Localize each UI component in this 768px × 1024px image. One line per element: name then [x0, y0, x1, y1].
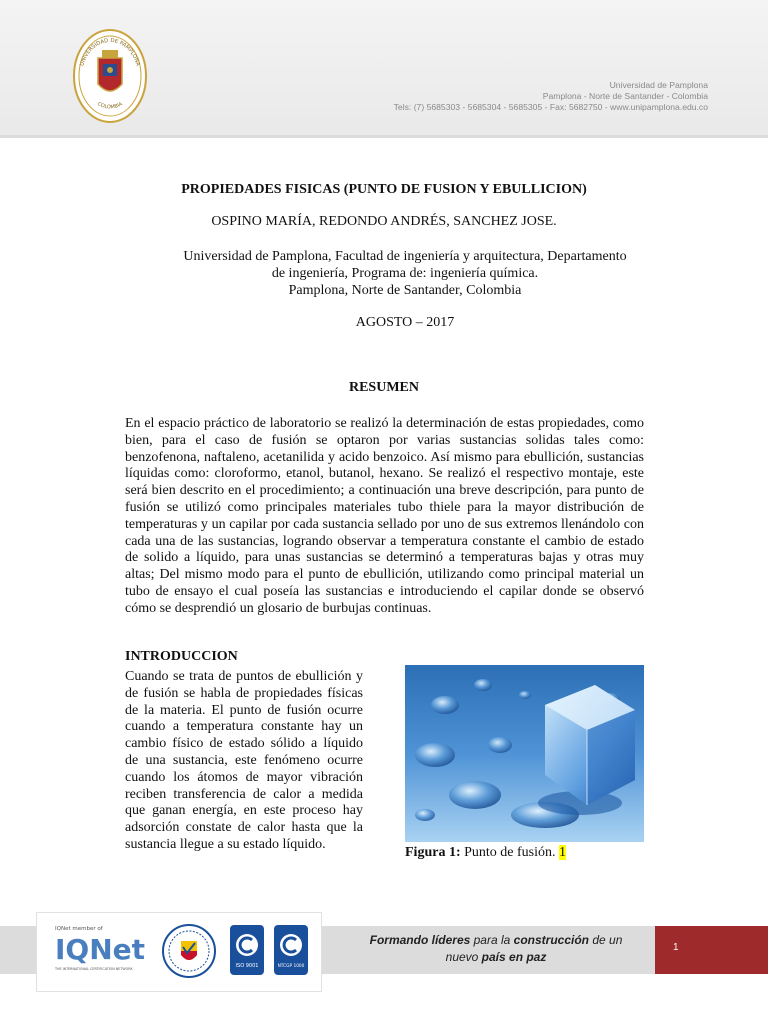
contact-line: Pamplona - Norte de Santander - Colombia [542, 91, 708, 101]
motto-part: construcción [513, 933, 590, 947]
contact-info [394, 80, 708, 113]
intro-paragraph: Cuando se trata de puntos de ebullición y de fusión se habla de propiedades físicas de la materia. El punto de fusión ocurre cuando a temperatura constante hay un cambio físico de estado sólido a líquido de una sustancia, este fenómeno ocurre cuando los átomos de mayor vibración reciben transferencia de calor a medida que ganan energía, en este proceso hay adsorción constate de calor hasta que la sustancia llegue a su estado líquido. [125, 669, 363, 852]
affiliation-line: Universidad de Pamplona, Facultad de ingeniería y arquitectura, Departamento [183, 249, 627, 264]
motto-part: nuevo [445, 950, 482, 964]
contact-line: Universidad de Pamplona [609, 80, 708, 90]
figure-caption [405, 845, 566, 861]
seal-text-top: UNIVERSIDAD DE PAMPLONA [79, 37, 141, 67]
contact-line: Tels: (7) 5685303 - 5685304 - 5685305 - Fax: 5682750 - www.unipamplona.edu.co [393, 102, 708, 112]
motto-part: Formando líderes [369, 933, 471, 947]
page-number-box [655, 926, 768, 974]
figure-caption-text: Punto de fusión. [460, 845, 559, 860]
iso-9001-label: ISO 9001 [235, 963, 259, 969]
seal-text-bottom: COLOMBIA [96, 101, 124, 111]
page-number: 1 [673, 942, 679, 953]
document-title: PROPIEDADES FISICAS (PUNTO DE FUSION Y EBULLICION) [181, 182, 587, 197]
footer-motto [364, 932, 628, 966]
iqnet-logo-text: IQNet [55, 933, 146, 966]
resumen-heading: RESUMEN [348, 380, 419, 395]
icontec-iso-9001-icon [230, 925, 264, 975]
document-date: AGOSTO – 2017 [355, 315, 455, 330]
motto-part: para la [470, 933, 514, 947]
university-seal-icon [72, 28, 148, 124]
motto-part: de un [589, 933, 623, 947]
document-authors: OSPINO MARÍA, REDONDO ANDRÉS, SANCHEZ JOSE. [211, 214, 557, 229]
abstract-paragraph: En el espacio práctico de laboratorio se realizó la determinación de estas propiedades, como bien, para el caso de fusión se optaron por varias sustancias solidas tales como: benzofenona, naftaleno, acetanilida y acido benzoico. Así mismo para ebullición, sustancias líquidas como: cloroformo, etanol, butanol, hexano. Se realizó el respectivo montaje, este será bien descrito en el procedimiento; a continuación una breve descripción, para punto de fusión se utilizó como principales materiales tubo thiele para la mayor distribución de temperaturas y un capilar por cada sustancia sellado por uno de sus extremos llenándolo con cada una de las sustancias, logrando observar a temperatura constante el cambio de estado de solido a líquido, para unas sustancias se determinó a temperaturas bajas y otras muy altas; Del mismo modo para el punto de ebullición, utilizando como principal material un tubo de ensayo el cual poseía las sustancias e introduciendo el capilar donde se observó cómo se desprendió un glosario de burbujas continuas. [125, 416, 644, 616]
iqnet-tagline: THE INTERNATIONAL CERTIFICATION NETWORK [55, 967, 133, 971]
iqnet-member-text: IQNet member of [55, 926, 103, 932]
certification-logos [36, 912, 322, 992]
colombian-shield-icon [163, 925, 215, 977]
affiliation-line: de ingeniería, Programa de: ingeniería química. [271, 266, 539, 281]
icontec-ntcgp-1000-icon [274, 925, 308, 975]
document-affiliation [0, 248, 768, 299]
figure-caption-label: Figura 1: [405, 845, 461, 860]
affiliation-line: Pamplona, Norte de Santander, Colombia [288, 283, 522, 298]
motto-part: país en paz [481, 950, 547, 964]
intro-heading: INTRODUCCION [125, 649, 238, 664]
certification-logos-graphic [37, 913, 321, 991]
ntcgp-1000-label: NTCGP 1000 [277, 964, 305, 969]
ice-cube-figure-image [405, 665, 644, 842]
figure-reference-link[interactable]: 1 [559, 845, 566, 860]
